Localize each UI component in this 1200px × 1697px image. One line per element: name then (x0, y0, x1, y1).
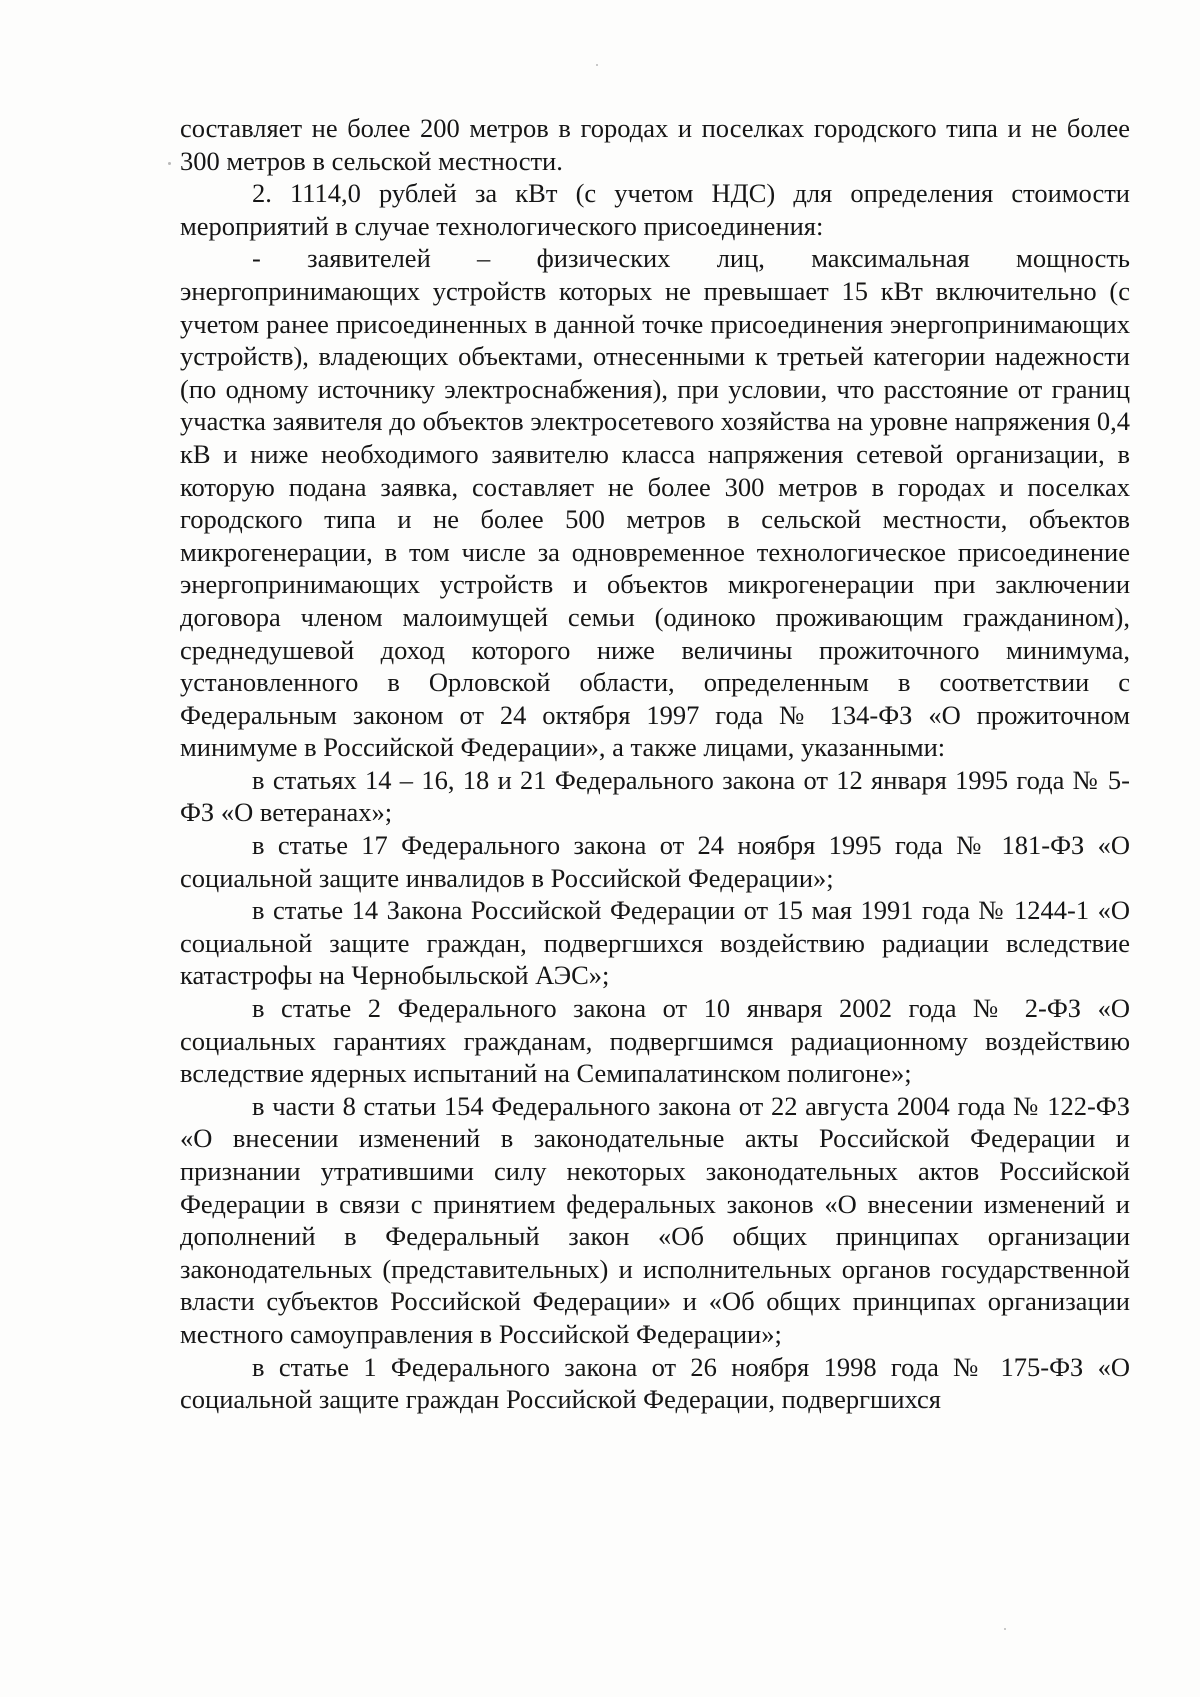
paragraph-item-2: 2. 1114,0 рублей за кВт (с учетом НДС) для определения стоимости мероприятий в случае технологического присоединения: (180, 178, 1130, 241)
scan-speck-top (596, 64, 598, 66)
paragraph-semipalatinsk-law: в статье 2 Федерального закона от 10 января 2002 года № 2-ФЗ «О социальных гарантиях гражданам, подвергшимся радиационному воздействию вследствие ядерных испытаний на Семипалатинском полигоне»; (180, 993, 1130, 1089)
paragraph-continuation: составляет не более 200 метров в городах и поселках городского типа и не более 300 метров в сельской местности. (180, 113, 1130, 176)
paragraph-chernobyl-law: в статье 14 Закона Российской Федерации от 15 мая 1991 года № 1244-1 «О социальной защите граждан, подвергшихся воздействию радиации вследствие катастрофы на Чернобыльской АЭС»; (180, 895, 1130, 991)
paragraph-applicants: - заявителей – физических лиц, максимальная мощность энергопринимающих устройств которых не превышает 15 кВт включительно (с учетом ранее присоединенных в данной точке присоединения энергопринимающих устройств), владеющих объектами, отнесенными к третьей категории надежности (по одному источнику электроснабжения), при условии, что расстояние от границ участка заявителя до объектов электросетевого хозяйства на уровне напряжения 0,4 кВ и ниже необходимого заявителю класса напряжения сетевой организации, в которую подана заявка, составляет не более 300 метров в городах и поселках городского типа и не более 500 метров в сельской местности, объектов микрогенерации, в том числе за одновременное технологическое присоединение энергопринимающих устройств и объектов микрогенерации при заключении договора членом малоимущей семьи (одиноко проживающим гражданином), среднедушевой доход которого ниже величины прожиточного минимума, установленного в Орловской области, определенным в соответствии с Федеральным законом от 24 октября 1997 года № 134-ФЗ «О прожиточном минимуме в Российской Федерации», а также лицами, указанными: (180, 243, 1130, 763)
paragraph-disabled-law: в статье 17 Федерального закона от 24 ноября 1995 года № 181-ФЗ «О социальной защите инвалидов в Российской Федерации»; (180, 830, 1130, 893)
paragraph-veterans-law: в статьях 14 – 16, 18 и 21 Федерального закона от 12 января 1995 года № 5-ФЗ «О ветеранах»; (180, 764, 1130, 828)
document-body (180, 112, 1130, 1416)
paragraph-175-fz: в статье 1 Федерального закона от 26 ноября 1998 года № 175-ФЗ «О социальной защите граждан Российской Федерации, подвергшихся (180, 1351, 1130, 1415)
scan-speck-bottom (1004, 1628, 1006, 1630)
scan-speck-left (168, 162, 171, 165)
paragraph-122-fz: в части 8 статьи 154 Федерального закона от 22 августа 2004 года № 122-ФЗ «О внесении изменений в законодательные акты Российской Федерации и признании утратившими силу некоторых законодательных актов Российской Федерации в связи с принятием федеральных законов «О внесении изменений и дополнений в Федеральный закон «Об общих принципах организации законодательных (представительных) и исполнительных органов государственной власти субъектов Российской Федерации» и «Об общих принципах организации местного самоуправления в Российской Федерации»; (180, 1090, 1130, 1349)
